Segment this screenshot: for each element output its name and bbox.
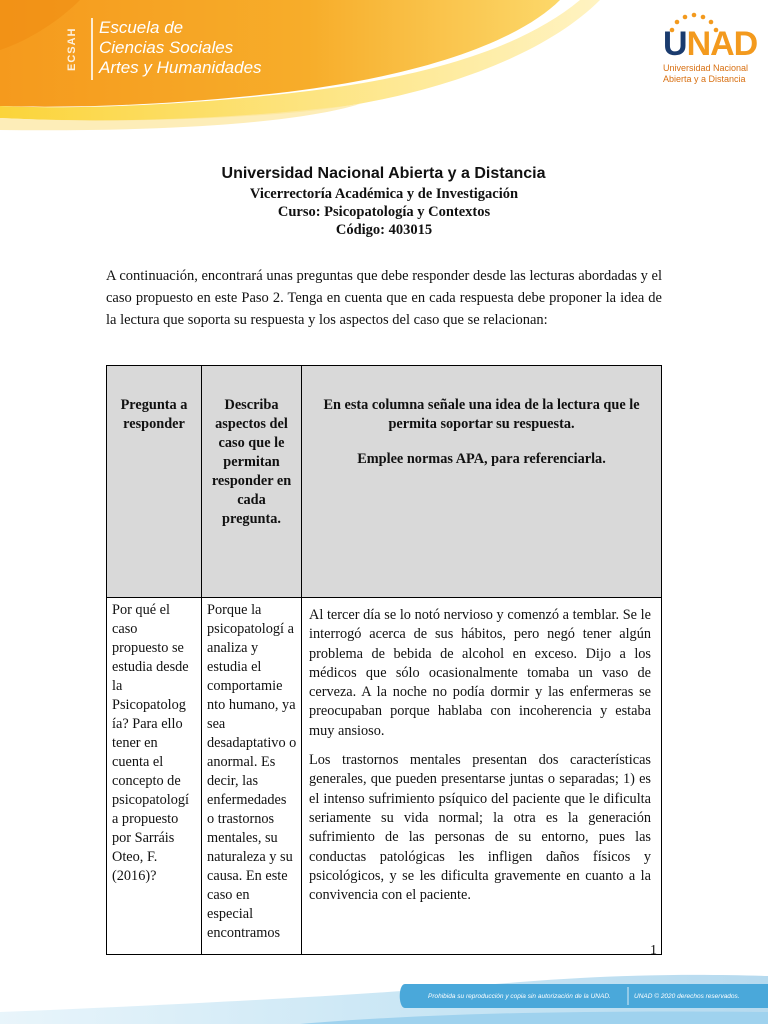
reading-idea-paragraph-2: Los trastornos mentales presentan dos características generales, que pueden presentarse juntas o separadas; 1) es el intenso sufrimiento psíquico del paciente que le dificulta seriamente su vida normal; la otra es la generación sufrimiento de las personas de su entorno, pues las conductas patológicas les infligen daños físicos y psicológicos, y se les dificulta gravemente en cuanto a la convivencia con el paciente. (309, 752, 651, 904)
header-banner (0, 0, 768, 135)
footer-copyright-notice: Prohibida su reproducción y copia sin autorización de la UNAD. (428, 993, 611, 1000)
course-code: Código: 403015 (335, 222, 433, 238)
header-reading-idea-text: En esta columna señale una idea de la lectura que le permita soportar su respuesta. (323, 397, 640, 432)
question-cell[interactable]: Por qué el caso propuesto se estudia desde la Psicopatolog ía? Para ello tener en cuenta el concepto de psicopatologí a propuesto por Sarráis Oteo, F. (2016)? (107, 598, 202, 955)
unad-subtitle-line-2: Abierta y a Distancia (663, 74, 746, 84)
questions-table (106, 365, 662, 955)
unad-logo-u: U (663, 25, 687, 63)
page-number: 1 (650, 943, 657, 958)
unad-subtitle-line-1: Universidad Nacional (663, 63, 749, 73)
document-title-block (0, 163, 768, 239)
header-question: Pregunta a responder (107, 366, 202, 598)
reading-idea-cell[interactable] (302, 598, 662, 955)
university-title: Universidad Nacional Abierta y a Distancia (221, 165, 546, 182)
header-apa-note: Emplee normas APA, para referenciarla. (357, 451, 606, 467)
unad-logo (663, 24, 757, 64)
unad-subtitle (663, 63, 748, 85)
school-name-line-3: Artes y Humanidades (99, 58, 262, 77)
school-name-line-1: Escuela de (99, 18, 184, 37)
school-name-line-2: Ciencias Sociales (99, 38, 234, 57)
course-title: Curso: Psicopatología y Contextos (277, 204, 491, 220)
table-header-row (107, 366, 662, 598)
footer-rights: UNAD © 2020 derechos reservados. (634, 993, 740, 1000)
header-case-aspects: Describa aspectos del caso que le permitan responder en cada pregunta. (202, 366, 302, 598)
reading-idea-paragraph-1: Al tercer día se lo notó nervioso y comenzó a temblar. Se le interrogó acerca de sus hábitos, pero negó tener algún problema de bebida de alcohol en exceso. Dijo a los médicos que sólo ocasionalmente tomaba un vaso de cerveza. A la noche no podía dormir y las enfermeras se preocupaban porque hablaba con incoherencia y estaba muy ansioso. (309, 607, 651, 739)
table-row (107, 598, 662, 955)
header-reading-idea (302, 366, 662, 598)
vicerrectoria-title: Vicerrectoría Académica y de Investigación (249, 186, 519, 202)
intro-paragraph: A continuación, encontrará unas preguntas que debe responder desde las lecturas abordadas y el caso propuesto en este Paso 2. Tenga en cuenta que en cada respuesta debe proponer la idea de la lectura que soporta su respuesta y los aspectos del caso que se relacionan: (106, 268, 662, 328)
unad-logo-nad: NAD (686, 25, 758, 63)
case-aspects-cell[interactable]: Porque la psicopatologí a analiza y estudia el comportamie nto humano, ya sea desadaptativo o anormal. Es decir, las enfermedades o trastornos mentales, su naturaleza y su causa. En este caso en especial encontramos (202, 598, 302, 955)
ecsah-divider (91, 18, 93, 80)
ecsah-vertical-label: ECSAH (66, 27, 78, 71)
